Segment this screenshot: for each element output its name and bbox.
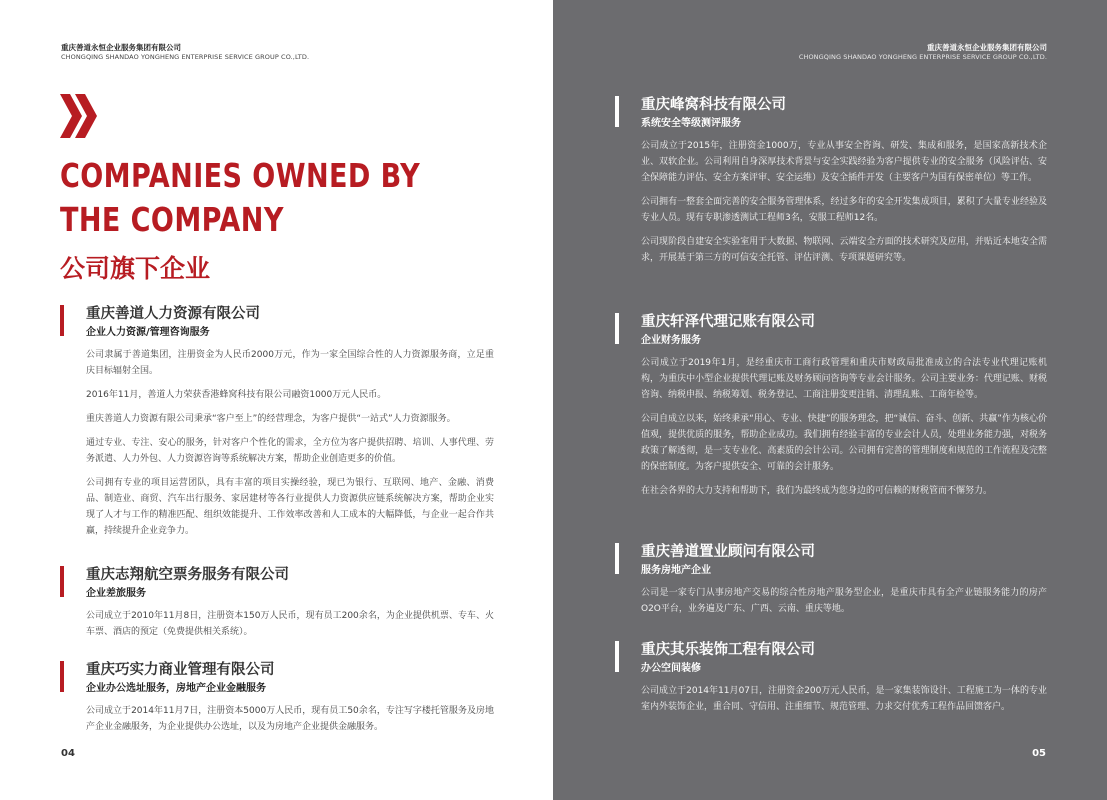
header-company-en: CHONGQING SHANDAO YONGHENG ENTERPRISE SERVICE GROUP CO.,LTD.	[798, 53, 1047, 61]
company-heading	[615, 313, 1047, 349]
right-page-header	[799, 43, 1047, 62]
paragraph: 公司成立于2015年，注册资金1000万，专业从事安全咨询、研发、集成和服务，是国家高新技术企业、双软企业。公司利用自身深厚技术背景与安全实践经验为客户提供专业的安全服务（风险评估、安全保障能力评估、安全方案评审、安全运维）及安全插件开发（主要客户为国有保密单位）等工作。	[641, 141, 1047, 183]
header-company-en: CHONGQING SHANDAO YONGHENG ENTERPRISE SERVICE GROUP CO.,LTD.	[61, 53, 310, 61]
company-description	[60, 347, 494, 539]
paragraph: 公司成立于2014年11月07日，注册资金200万元人民币，是一家集装饰设计、工程施工为一体的专业室内外装饰企业，重合同、守信用、注重细节、规范管理、力求交付优秀工程作品回馈客户。	[641, 686, 1047, 712]
company-description	[60, 703, 494, 735]
paragraph: 公司成立于2019年1月，是经重庆市工商行政管理和重庆市财政局批准成立的合法专业代理记账机构，为重庆中小型企业提供代理记账及财务顾问咨询等专业会计服务。公司主要业务：代理记账、财税咨询、纳税申报、纳税筹划、税务登记、工商注册变更注销、清理乱账、工商年检等。	[641, 358, 1047, 400]
paragraph: 通过专业、专注、安心的服务，针对客户个性化的需求，全方位为客户提供招聘、培训、人事代理、劳务派遣、人力外包、人力资源咨询等系统解决方案，帮助企业创造更多的价值。	[86, 438, 494, 464]
company-service: 企业差旅服务	[86, 588, 146, 599]
company-name: 重庆善道置业顾问有限公司	[641, 544, 815, 560]
paragraph: 公司拥有一整套全面完善的安全服务管理体系，经过多年的安全开发集成项目，累积了大量专业经验及专业人员。现有专职渗透测试工程师3名，安服工程师12名。	[641, 197, 1047, 223]
header-company-cn: 重庆善道永恒企业服务集团有限公司	[61, 43, 181, 52]
paragraph: 公司自成立以来，始终秉承“用心、专业、快捷”的服务理念，把“诚信、奋斗、创新、共赢”作为核心价值观，提供优质的服务，帮助企业成功。我们拥有经验丰富的专业会计人员，处理业务能力强，对税务政策了解透彻，是一支专业化、高素质的会计公司。公司拥有完善的管理制度和规范的工作流程及完整的保密制度。为客户提供安全、可靠的会计服务。	[641, 414, 1047, 472]
company-service: 企业人力资源/管理咨询服务	[86, 327, 210, 338]
company-name: 重庆志翔航空票务服务有限公司	[86, 567, 289, 583]
company-heading	[615, 543, 1047, 579]
paragraph: 在社会各界的大力支持和帮助下，我们为最终成为您身边的可信赖的财税管而不懈努力。	[641, 486, 993, 496]
page-title-cn: 公司旗下企业	[60, 254, 211, 283]
company-service: 服务房地产企业	[641, 565, 711, 576]
accent-bar	[60, 566, 64, 597]
company-description	[615, 585, 1047, 617]
accent-bar	[615, 543, 619, 574]
right-page	[553, 0, 1107, 800]
left-page-header	[61, 43, 309, 62]
company-heading	[60, 305, 494, 341]
company-block	[60, 566, 494, 648]
paragraph: 公司成立于2010年11月8日，注册资本150万人民币，现有员工200余名，为企业提供机票、专车、火车票、酒店的预定（免费提供相关系统）。	[86, 611, 494, 637]
company-heading	[60, 566, 494, 602]
paragraph: 公司隶属于善道集团，注册资金为人民币2000万元，作为一家全国综合性的人力资源服务商，立足重庆目标辐射全国。	[86, 350, 494, 376]
header-company-cn: 重庆善道永恒企业服务集团有限公司	[927, 43, 1047, 52]
company-description	[615, 138, 1047, 266]
paragraph: 2016年11月，善道人力荣获香港蜂窝科技有限公司融资1000万元人民币。	[86, 390, 387, 400]
paragraph: 重庆善道人力资源有限公司秉承“客户至上”的经营理念，为客户提供“一站式”人力资源服务。	[86, 414, 456, 424]
company-heading	[615, 641, 1047, 677]
company-description	[615, 683, 1047, 715]
accent-bar	[615, 313, 619, 344]
company-service: 企业财务服务	[641, 335, 701, 346]
page-number: 04	[61, 748, 75, 759]
company-block	[60, 305, 494, 547]
paragraph: 公司现阶段自建安全实验室用于大数据、物联网、云端安全方面的技术研究及应用，并贴近本地安全需求，开展基于第三方的可信安全托管、评估评测、专项课题研究等。	[641, 237, 1047, 263]
page-number: 05	[1032, 748, 1046, 759]
title-en-line1: COMPANIES OWNED BY	[60, 156, 421, 195]
company-name: 重庆巧实力商业管理有限公司	[86, 662, 275, 678]
company-block	[615, 96, 1047, 274]
company-heading	[615, 96, 1047, 132]
company-name: 重庆峰窝科技有限公司	[641, 97, 786, 113]
paragraph: 公司是一家专门从事房地产交易的综合性房地产服务型企业，是重庆市具有全产业链服务能力的房产O2O平台，业务遍及广东、广西、云南、重庆等地。	[641, 588, 1047, 614]
accent-bar	[615, 641, 619, 672]
company-description	[615, 355, 1047, 499]
page-title-en	[60, 154, 437, 242]
paragraph: 公司拥有专业的项目运营团队，具有丰富的项目实操经验，现已为银行、互联网、地产、金融、消费品、制造业、商贸、汽车出行服务、家居建材等各行业提供人力资源供应链系统解决方案，帮助企业实现了人才与工作的精准匹配、组织效能提升、工作效率改善和人工成本的大幅降低，与企业一起合作共赢，持续提升企业竞争力。	[86, 478, 494, 536]
double-chevron-right-icon	[60, 94, 100, 138]
company-description	[60, 608, 494, 640]
company-block	[615, 641, 1047, 723]
company-service: 系统安全等级测评服务	[641, 118, 741, 129]
left-page	[0, 0, 553, 800]
company-block	[615, 543, 1047, 625]
company-service: 办公空间装修	[641, 663, 701, 674]
company-heading	[60, 661, 494, 697]
company-block	[60, 661, 494, 743]
company-service: 企业办公选址服务，房地产企业金融服务	[86, 683, 266, 694]
company-name: 重庆轩泽代理记账有限公司	[641, 314, 815, 330]
accent-bar	[615, 96, 619, 127]
paragraph: 公司成立于2014年11月7日，注册资本5000万人民币，现有员工50余名，专注写字楼托管服务及房地产企业金融服务，为企业提供办公选址，以及为房地产企业提供金融服务。	[86, 706, 494, 732]
company-name: 重庆其乐装饰工程有限公司	[641, 642, 815, 658]
company-block	[615, 313, 1047, 507]
accent-bar	[60, 661, 64, 692]
company-name: 重庆善道人力资源有限公司	[86, 306, 260, 322]
title-en-line2: THE COMPANY	[60, 200, 284, 239]
accent-bar	[60, 305, 64, 336]
